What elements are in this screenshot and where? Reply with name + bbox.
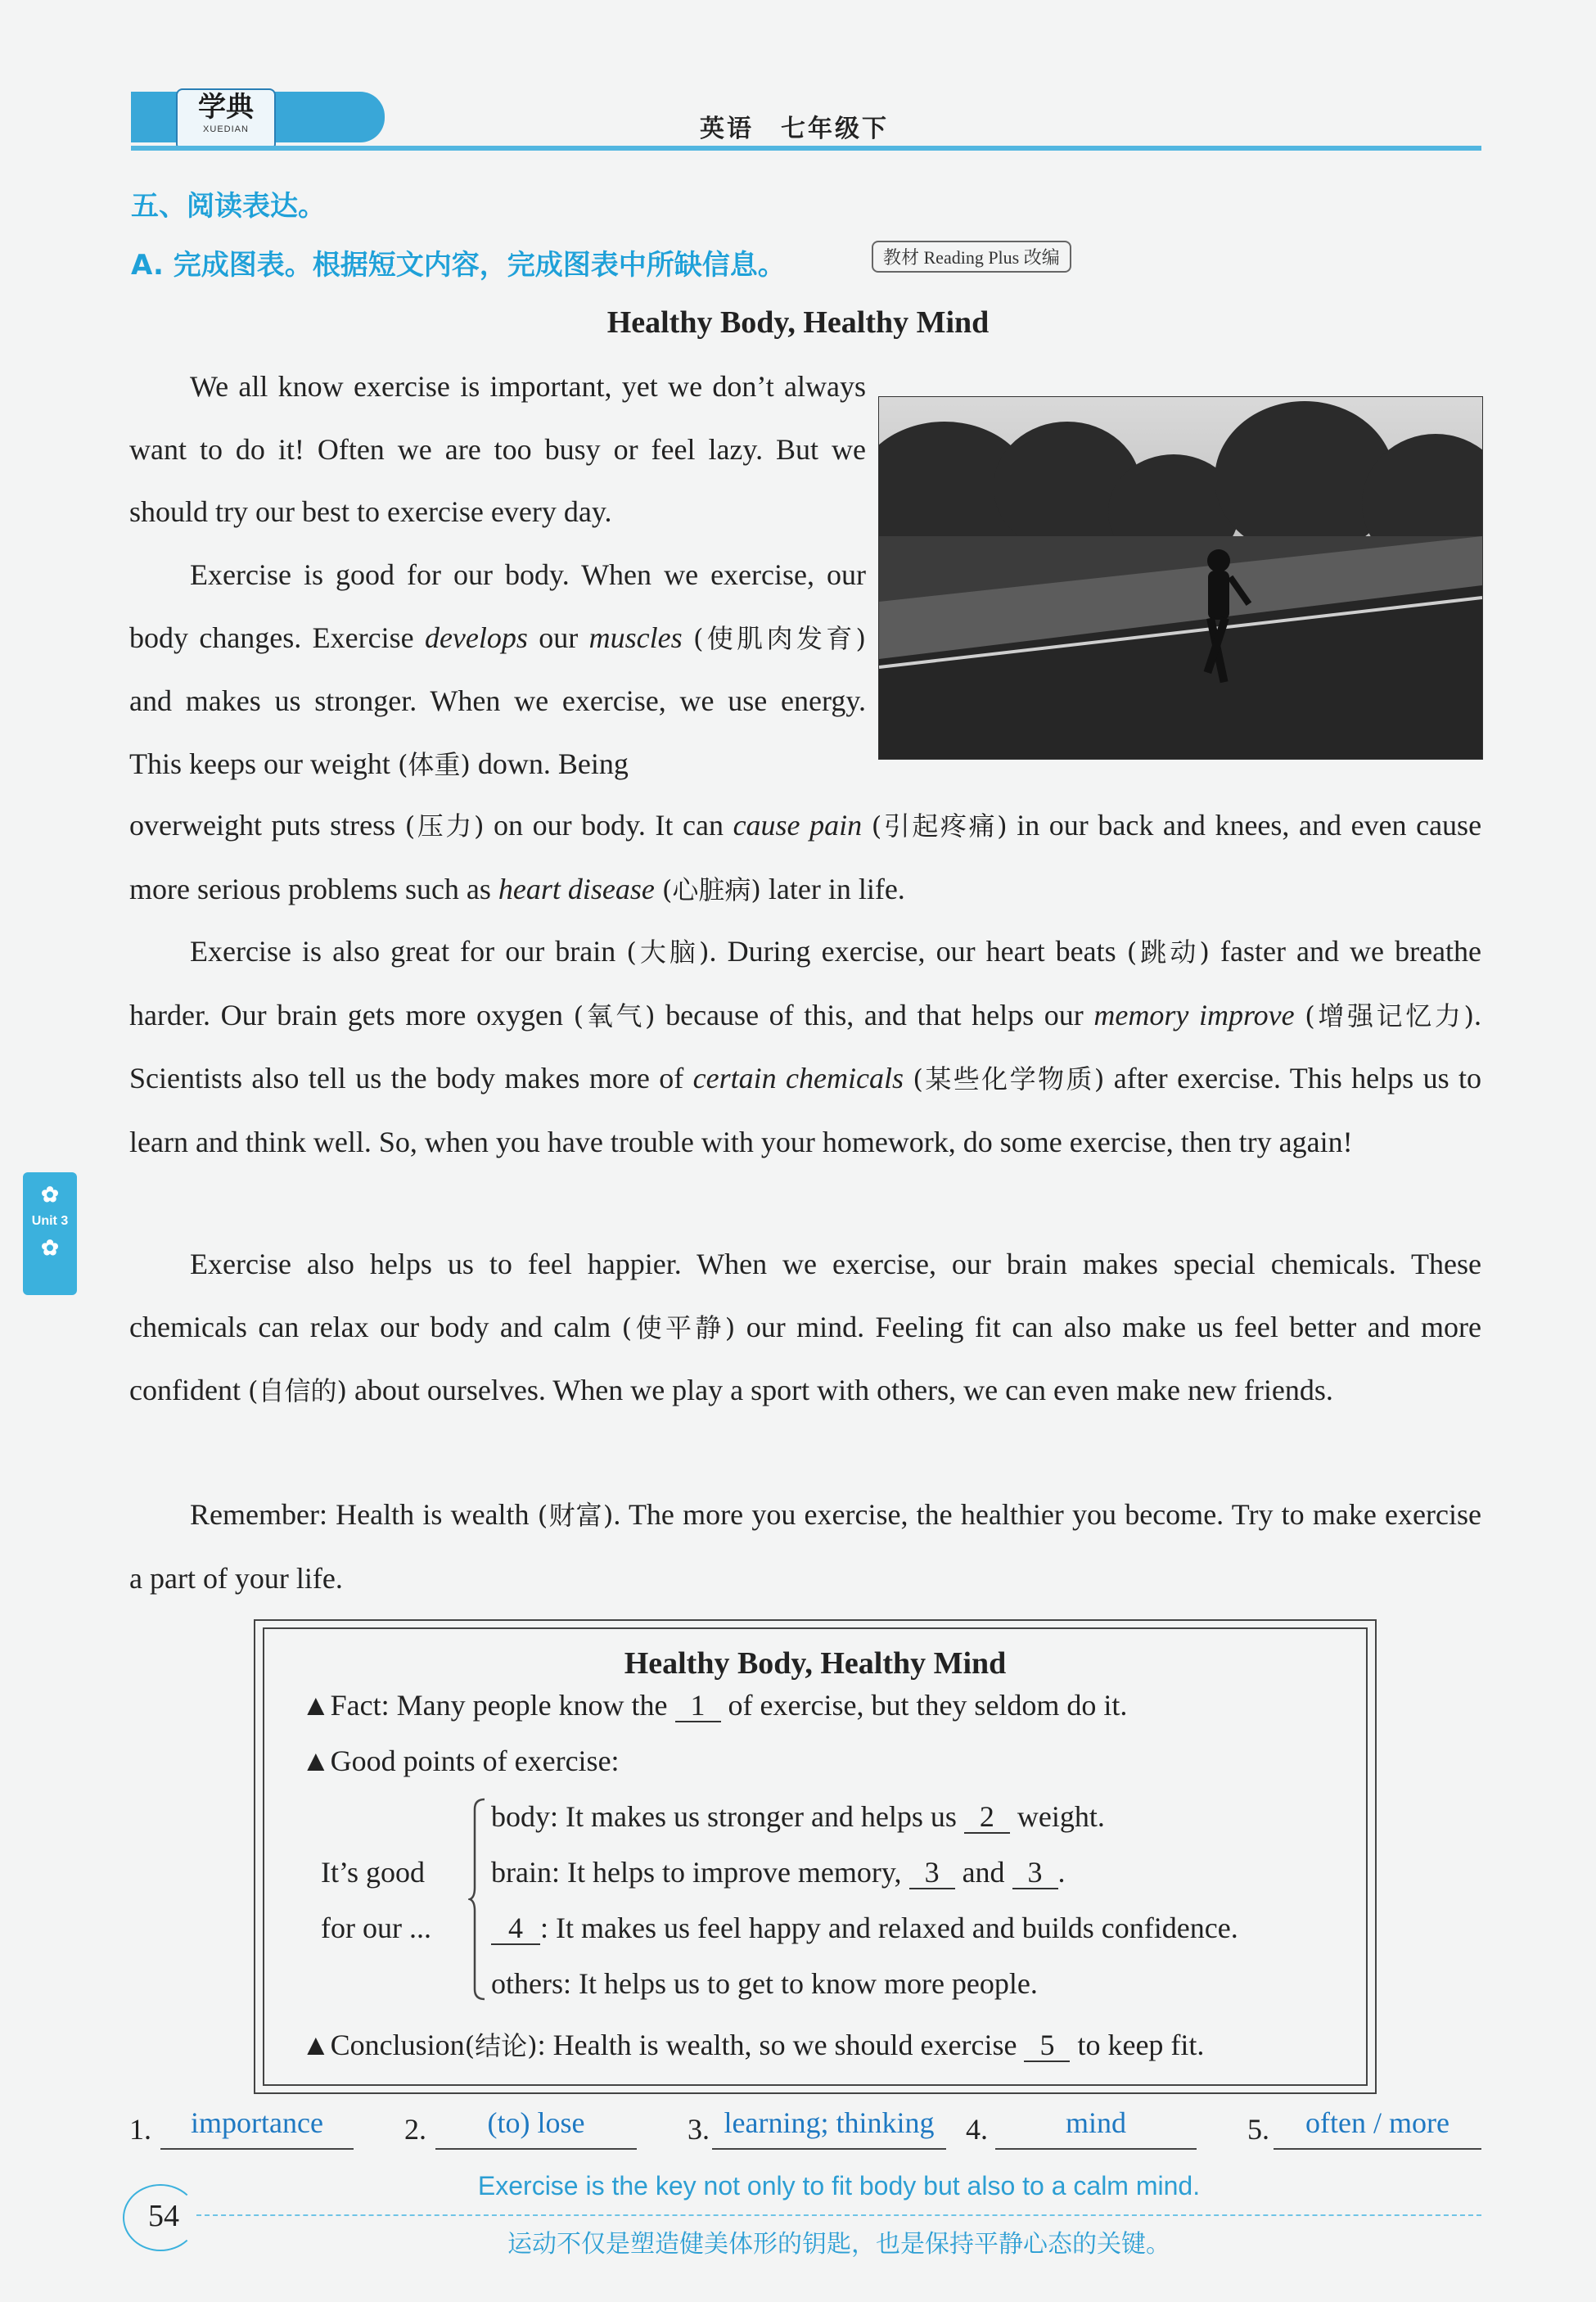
source-badge: 教材 Reading Plus 改编 xyxy=(872,241,1071,273)
logo-title: 学典 xyxy=(198,91,254,124)
p2-text-h: later in life. xyxy=(768,872,905,905)
p4-text-c: about ourselves. When we play a sport with others, we can even make new friends. xyxy=(354,1374,1333,1406)
runner-photo xyxy=(878,396,1483,760)
answer-5-number: 5. xyxy=(1247,2113,1269,2146)
answer-1-number: 1. xyxy=(129,2113,151,2146)
p4-text-a: Exercise also helps us to feel happier. When we exercise, our brain makes special chemicals. These chemicals can relax our body and calm xyxy=(129,1248,1481,1343)
p2-text-d: down. Being xyxy=(477,747,629,780)
section-instruction: A. 完成图表。根据短文内容，完成图表中所缺信息。 xyxy=(131,249,786,282)
body-text-b: weight. xyxy=(1017,1800,1105,1833)
p2-gloss-4: (引起疼痛) xyxy=(871,810,1008,842)
paragraph-2-part-2 xyxy=(129,794,1481,921)
answer-4-line xyxy=(995,2148,1197,2150)
paragraph-4 xyxy=(129,1233,1481,1423)
p2-heart-disease: heart disease xyxy=(498,872,655,905)
page-header-title: 英语 七年级下 xyxy=(700,115,889,143)
section-title: 五、阅读表达。 xyxy=(131,190,326,223)
p3-text-c: faster and we breathe harder. Our brain gets more oxygen xyxy=(129,935,1482,1031)
p2-gloss-2: (体重) xyxy=(397,748,471,780)
paragraph-3 xyxy=(129,920,1481,1173)
body-text-a: body: It makes us stronger and helps us xyxy=(491,1800,957,1833)
answer-3: learning; thinking xyxy=(724,2106,935,2139)
p3-text-d: because of this, and that helps our xyxy=(665,998,1084,1031)
article-title: Healthy Body, Healthy Mind xyxy=(606,305,990,340)
mind-line xyxy=(491,1911,1238,1945)
conclusion-line xyxy=(301,2025,1204,2063)
paragraph-1: We all know exercise is important, yet we don’t always want to do it! Often we are too busy or feel lazy. But we should try our best to exercise every day. xyxy=(129,370,866,528)
summary-title: Healthy Body, Healthy Mind xyxy=(624,1646,1007,1681)
p5-text-a: Remember: Health is wealth xyxy=(190,1498,530,1531)
unit-tab-label: Unit 3 xyxy=(31,1214,69,1228)
answer-1-line xyxy=(160,2148,354,2150)
tab-ornament-top: ✿ xyxy=(41,1182,59,1207)
p2-text-a: Exercise is good for our body. When we exercise, our body changes. Exercise xyxy=(129,558,866,654)
answer-2: (to) lose xyxy=(487,2106,585,2139)
p4-gloss-2: (自信的) xyxy=(247,1375,347,1406)
p2-text-e: overweight puts stress xyxy=(129,809,396,842)
p5-text-b: . The more you exercise, the healthier you become. Try to make exercise a part of your life. xyxy=(129,1498,1481,1595)
p3-text-b: . During exercise, our heart beats xyxy=(709,935,1116,968)
blank-2: 2 xyxy=(964,1801,1010,1834)
p2-text-g: in our back and knees, and even cause more serious problems such as xyxy=(129,809,1482,905)
paragraph-5 xyxy=(129,1483,1481,1609)
footer-quote-en: Exercise is the key not only to fit body but also to a calm mind. xyxy=(477,2171,1201,2200)
conclusion-end: to keep fit. xyxy=(1077,2029,1205,2061)
fact-text-a: ▲Fact: Many people know the xyxy=(301,1689,668,1722)
p3-text-f: after exercise. This helps us to learn and think well. So, when you have trouble with your homework, do some exercise, then try again! xyxy=(129,1062,1482,1158)
conclusion-text: : Health is wealth, so we should exercise xyxy=(537,2029,1017,2061)
brain-and: and xyxy=(962,1856,1005,1889)
unit-tab xyxy=(23,1172,77,1295)
fact-line xyxy=(301,1688,1127,1722)
for-our-label: for our ... xyxy=(321,1912,431,1944)
brain-line xyxy=(491,1855,1066,1889)
p2-develops: develops xyxy=(424,621,528,654)
good-points-line: ▲Good points of exercise: xyxy=(301,1745,620,1777)
answer-3-number: 3. xyxy=(688,2113,710,2146)
others-line: others: It helps us to get to know more people. xyxy=(491,1967,1038,2000)
answer-1: importance xyxy=(191,2106,323,2139)
p2-gloss-5: (心脏病) xyxy=(661,873,761,905)
p3-memory-improve: memory improve xyxy=(1093,998,1295,1031)
answer-3-line xyxy=(712,2148,946,2150)
photo-illustration xyxy=(879,397,1482,759)
p3-gloss-1: (大脑) xyxy=(626,937,710,968)
p3-gloss-4: (增强记忆力) xyxy=(1305,1000,1475,1031)
p2-text-c: and makes us stronger. When we exercise, we use energy. This keeps our weight xyxy=(129,684,866,780)
footer-quote-cn: 运动不仅是塑造健美体形的钥匙，也是保持平静心态的关键。 xyxy=(507,2230,1170,2259)
blank-3a: 3 xyxy=(909,1857,955,1889)
p2-gloss-1: (使肌肉发育) xyxy=(692,622,867,654)
answer-5-line xyxy=(1274,2148,1481,2150)
answer-5: often / more xyxy=(1305,2106,1449,2139)
footer-divider xyxy=(196,2214,1481,2218)
fact-text-b: of exercise, but they seldom do it. xyxy=(728,1689,1128,1722)
blank-1: 1 xyxy=(675,1690,721,1722)
p3-gloss-3: (氧气) xyxy=(573,1000,656,1031)
conclusion-gloss: (结论) xyxy=(464,2030,538,2061)
brace-icon xyxy=(468,1798,486,2001)
conclusion-label: ▲Conclusion xyxy=(301,2029,465,2061)
blank-3b: 3 xyxy=(1012,1857,1058,1889)
brain-text-a: brain: It helps to improve memory, xyxy=(491,1856,902,1889)
p3-gloss-2: (跳动) xyxy=(1126,937,1210,968)
mind-text: : It makes us feel happy and relaxed and builds confidence. xyxy=(540,1912,1238,1944)
answer-4-number: 4. xyxy=(966,2113,988,2146)
brain-end: . xyxy=(1057,1856,1066,1889)
p3-certain-chemicals: certain chemicals xyxy=(692,1062,904,1095)
page-number: 54 xyxy=(148,2199,179,2233)
logo-subtitle: XUEDIAN xyxy=(203,124,249,134)
blank-4: 4 xyxy=(491,1912,540,1945)
p3-gloss-5: (某些化学物质) xyxy=(913,1063,1105,1095)
p2-muscles: muscles xyxy=(588,621,683,654)
tab-ornament-bottom: ✿ xyxy=(41,1235,59,1260)
p2-text-b: our xyxy=(539,621,579,654)
p2-gloss-3: (压力) xyxy=(404,810,485,842)
p3-text-a: Exercise is also great for our brain xyxy=(190,935,616,968)
paragraph-2-part-1 xyxy=(129,544,866,796)
p2-cause-pain: cause pain xyxy=(733,809,863,842)
p2-text-f: on our body. It can xyxy=(494,809,724,842)
header-divider xyxy=(131,146,1481,151)
p4-text-b: our mind. Feeling fit can also make us feel better and more confident xyxy=(129,1310,1481,1406)
p4-gloss-1: (使平静) xyxy=(621,1311,736,1343)
p3-text-e: . Scientists also tell us the body makes more of xyxy=(129,998,1482,1095)
answer-4: mind xyxy=(1065,2106,1126,2139)
answer-2-line xyxy=(435,2148,637,2150)
its-good-label: It’s good xyxy=(321,1856,426,1889)
answer-2-number: 2. xyxy=(404,2113,426,2146)
body-line xyxy=(491,1799,1105,1834)
logo xyxy=(176,88,276,151)
p5-gloss-1: (财富) xyxy=(537,1500,614,1531)
blank-5: 5 xyxy=(1024,2029,1070,2062)
